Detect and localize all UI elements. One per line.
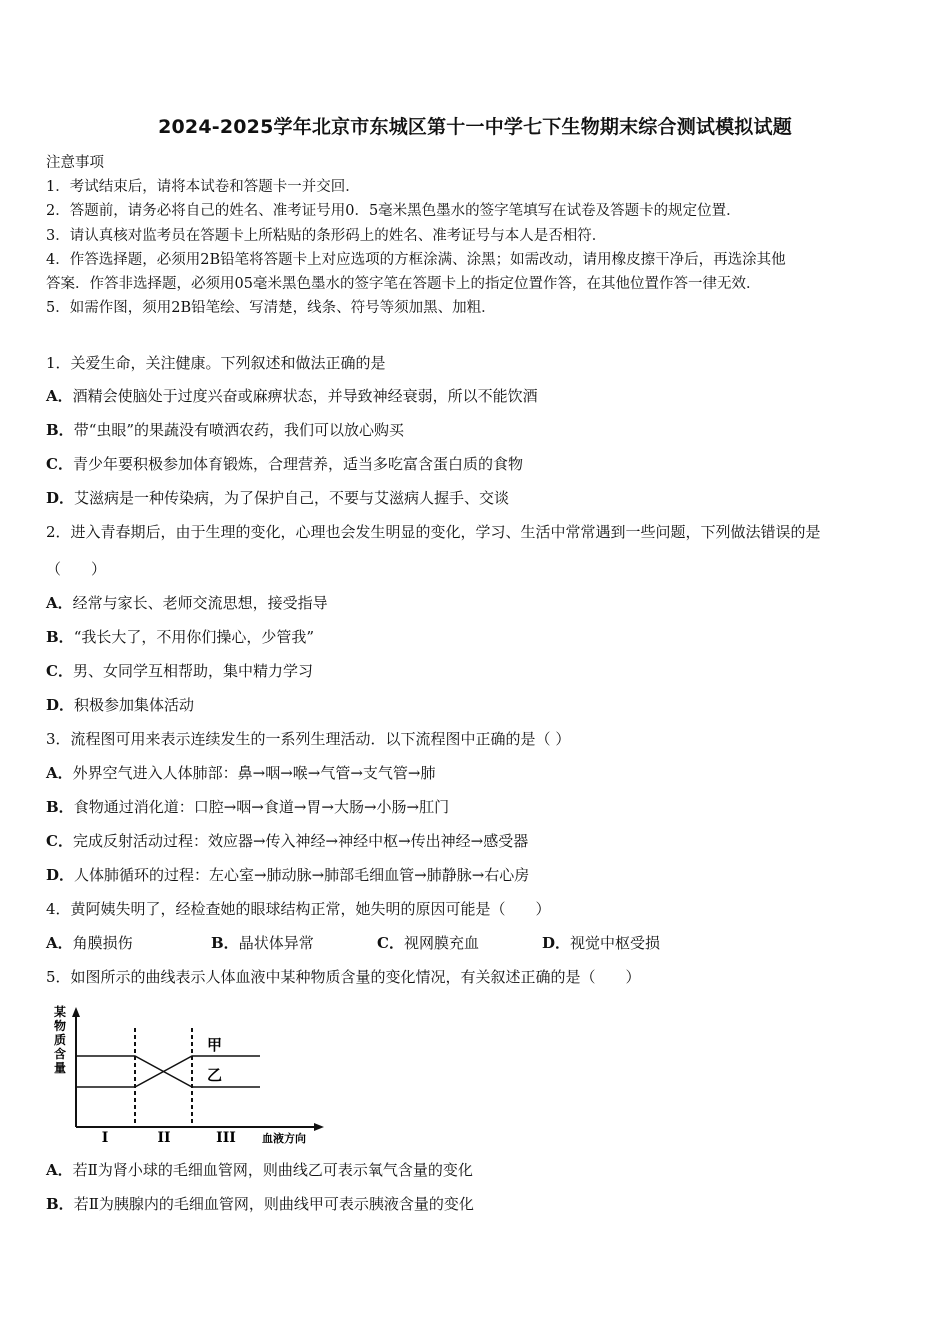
notice-line: 4．作答选择题，必须用2B铅笔将答题卡上对应选项的方框涂满、涂黑；如需改动，请用橡皮擦干净后，再选涂其他 — [46, 251, 786, 268]
option-text: 视网膜充血 — [403, 934, 479, 952]
question-3-stem: 3．流程图可用来表示连续发生的一系列生理活动．以下流程图中正确的是（ ） — [46, 730, 571, 748]
notice-line: 5．如需作图，须用2B铅笔绘、写清楚，线条、符号等须加黑、加粗． — [46, 300, 496, 317]
y-label-char: 某 — [53, 1005, 67, 1019]
notice-line: 2．答题前，请务必将自己的姓名、准考证号用0．5毫米黑色墨水的签字笔填写在试卷及答题卡的规定位置． — [46, 203, 741, 220]
question-3-option-a — [46, 762, 436, 783]
option-label: B． — [46, 421, 74, 439]
question-3-option-b — [46, 796, 449, 817]
region-label-2: II — [157, 1130, 171, 1146]
option-label: D． — [46, 866, 75, 884]
question-1-stem: 1．关爱生命，关注健康。下列叙述和做法正确的是 — [46, 354, 386, 372]
option-text: 经常与家长、老师交流思想，接受指导 — [72, 594, 328, 612]
question-3-option-c — [46, 830, 528, 851]
question-4-option-c — [377, 932, 479, 953]
option-text: 带“虫眼”的果蔬没有喷洒农药，我们可以放心购买 — [73, 421, 405, 439]
option-text: 男、女同学互相帮助，集中精力学习 — [72, 662, 313, 680]
region-label-3: III — [216, 1130, 236, 1146]
option-text: 外界空气进入人体肺部：鼻→咽→喉→气管→支气管→肺 — [72, 764, 436, 782]
option-text: “我长大了，不用你们操心，少管我” — [73, 628, 315, 646]
blood-content-figure — [44, 1003, 340, 1146]
option-label: A． — [46, 594, 73, 612]
notice-line: 3．请认真核对监考员在答题卡上所粘贴的条形码上的姓名、准考证号与本人是否相符． — [46, 227, 607, 244]
question-4-stem: 4．黄阿姨失明了，经检查她的眼球结构正常，她失明的原因可能是（ ） — [46, 900, 551, 918]
option-text: 若Ⅱ为胰腺内的毛细血管网，则曲线甲可表示胰液含量的变化 — [73, 1195, 474, 1213]
option-text: 食物通过消化道：口腔→咽→食道→胃→大肠→小肠→肛门 — [73, 798, 450, 816]
x-axis-label: 血液方向 — [262, 1132, 306, 1145]
option-label: B． — [46, 628, 74, 646]
option-label: B． — [46, 798, 74, 816]
option-text: 艾滋病是一种传染病，为了保护自己，不要与艾滋病人握手、交谈 — [74, 489, 510, 507]
question-3-option-d — [46, 864, 529, 885]
option-label: D． — [542, 934, 571, 952]
y-label-char: 量 — [53, 1061, 67, 1075]
option-label: A． — [46, 764, 73, 782]
notice-line: 1．考试结束后，请将本试卷和答题卡一并交回． — [46, 179, 360, 196]
y-label-char: 物 — [53, 1019, 67, 1033]
question-1-option-d — [46, 487, 509, 508]
question-1-option-c — [46, 453, 523, 474]
question-5-stem: 5．如图所示的曲线表示人体血液中某种物质含量的变化情况，有关叙述正确的是（ ） — [46, 968, 641, 986]
question-2-stem: 2．进入青春期后，由于生理的变化，心理也会发生明显的变化，学习、生活中常常遇到一些问题，下列做法错误的是 — [46, 523, 821, 541]
notice-section — [46, 151, 916, 320]
page-title: 2024-2025学年北京市东城区第十一中学七下生物期末综合测试模拟试题 — [158, 116, 792, 138]
option-text: 视觉中枢受损 — [570, 934, 661, 952]
option-label: A． — [46, 1161, 73, 1179]
option-label: B． — [211, 934, 239, 952]
option-text: 角膜损伤 — [72, 934, 133, 952]
question-4-option-d — [542, 932, 660, 953]
y-label-char: 含 — [53, 1047, 67, 1061]
question-5-option-b — [46, 1193, 474, 1214]
question-2-option-c — [46, 660, 313, 681]
option-label: C． — [377, 934, 404, 952]
option-label: A． — [46, 387, 73, 405]
option-text: 完成反射活动过程：效应器→传入神经→神经中枢→传出神经→感受器 — [72, 832, 529, 850]
question-4-option-a — [46, 932, 133, 953]
option-label: C． — [46, 662, 73, 680]
option-label: D． — [46, 489, 75, 507]
region-label-1: I — [101, 1130, 109, 1146]
y-label-char: 质 — [53, 1033, 67, 1047]
question-2-option-d — [46, 694, 194, 715]
option-text: 晶状体异常 — [238, 934, 314, 952]
question-1-option-a — [46, 385, 538, 406]
question-2-option-b — [46, 626, 314, 647]
option-label: B． — [46, 1195, 74, 1213]
option-label: A． — [46, 934, 73, 952]
option-text: 积极参加集体活动 — [74, 696, 195, 714]
curve-label-yi: 乙 — [207, 1066, 223, 1084]
question-2-option-a — [46, 592, 328, 613]
question-5-option-a — [46, 1159, 473, 1180]
question-1-option-b — [46, 419, 404, 440]
option-label: C． — [46, 832, 73, 850]
option-text: 人体肺循环的过程：左心室→肺动脉→肺部毛细血管→肺静脉→右心房 — [74, 866, 530, 884]
option-label: C． — [46, 455, 73, 473]
notice-heading: 注意事项 — [46, 155, 104, 171]
question-4-option-b — [211, 932, 314, 953]
option-label: D． — [46, 696, 75, 714]
figure-background — [44, 1003, 340, 1146]
notice-line: 答案．作答非选择题，必须用05毫米黑色墨水的签字笔在答题卡上的指定位置作答，在其他位置作答一律无效． — [46, 276, 761, 293]
option-text: 若Ⅱ为肾小球的毛细血管网，则曲线乙可表示氧气含量的变化 — [72, 1161, 473, 1179]
option-text: 青少年要积极参加体育锻炼，合理营养，适当多吃富含蛋白质的食物 — [72, 455, 523, 473]
curve-label-jia: 甲 — [207, 1036, 223, 1054]
question-2-paren: （ ） — [46, 560, 107, 578]
option-text: 酒精会使脑处于过度兴奋或麻痹状态，并导致神经衰弱，所以不能饮酒 — [72, 387, 538, 405]
